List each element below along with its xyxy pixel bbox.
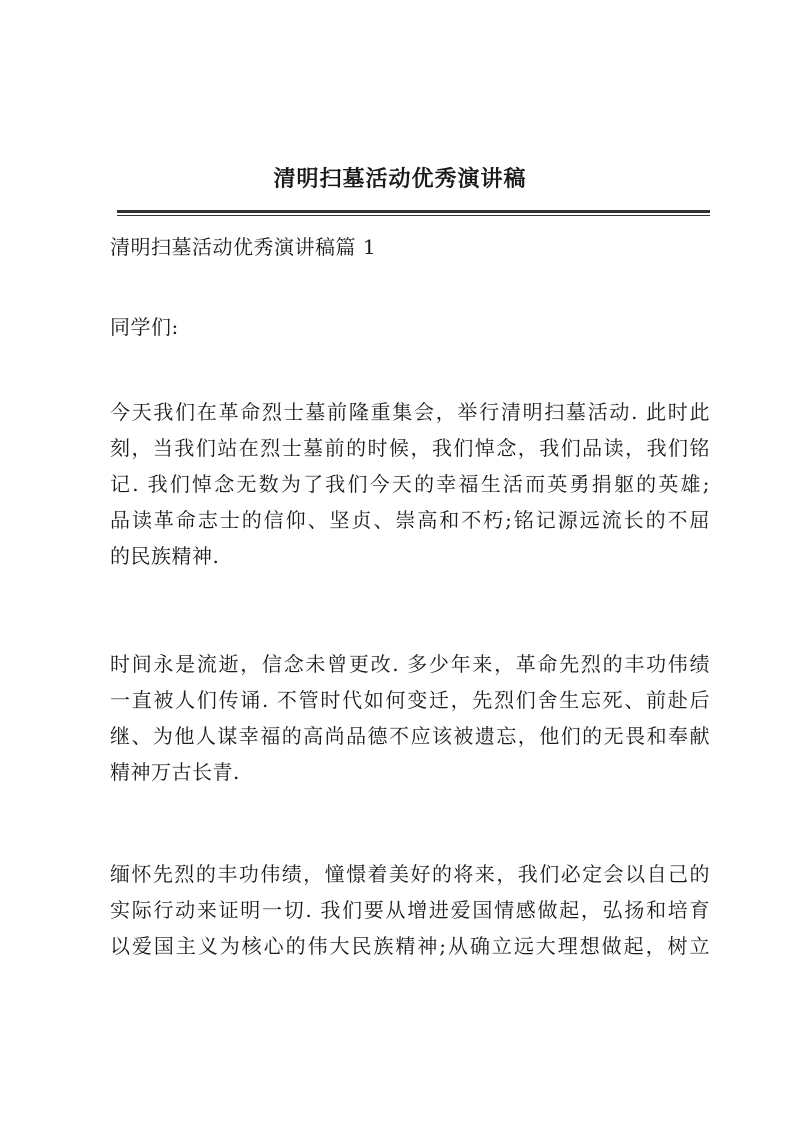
section-subtitle: 清明扫墓活动优秀演讲稿篇 1 — [110, 235, 377, 259]
divider-thick-line — [117, 210, 710, 213]
paragraph-line: 时间永是流逝，信念未曾更改. 多少年来，革命先烈的丰功伟绩 — [110, 652, 710, 676]
paragraph-line: 一直被人们传诵. 不管时代如何变迁，先烈们舍生忘死、前赴后 — [110, 688, 710, 712]
paragraph-1 — [110, 394, 710, 574]
paragraph-line: 以爱国主义为核心的伟大民族精神;从确立远大理想做起，树立 — [110, 934, 710, 958]
paragraph-line: 实际行动来证明一切. 我们要从增进爱国情感做起，弘扬和培育 — [110, 898, 710, 922]
title-divider — [117, 210, 710, 216]
paragraph-line: 刻，当我们站在烈士墓前的时候，我们悼念，我们品读，我们铭 — [110, 436, 710, 460]
document-title: 清明扫墓活动优秀演讲稿 — [273, 166, 527, 192]
paragraph-line: 今天我们在革命烈士墓前隆重集会，举行清明扫墓活动. 此时此 — [110, 400, 710, 424]
paragraph-2 — [110, 646, 710, 790]
paragraph-line: 记. 我们悼念无数为了我们今天的幸福生活而英勇捐躯的英雄; — [110, 472, 710, 496]
paragraph-line: 的民族精神. — [110, 544, 220, 568]
divider-thin-line — [117, 215, 710, 216]
paragraph-line: 精神万古长青. — [110, 760, 240, 784]
paragraph-3 — [110, 856, 710, 964]
paragraph-line: 缅怀先烈的丰功伟绩，憧憬着美好的将来，我们必定会以自己的 — [110, 862, 710, 886]
greeting-text: 同学们: — [110, 315, 179, 339]
paragraph-line: 品读革命志士的信仰、坚贞、崇高和不朽;铭记源远流长的不屈 — [110, 508, 710, 532]
paragraph-line: 继、为他人谋幸福的高尚品德不应该被遗忘，他们的无畏和奉献 — [110, 724, 710, 748]
